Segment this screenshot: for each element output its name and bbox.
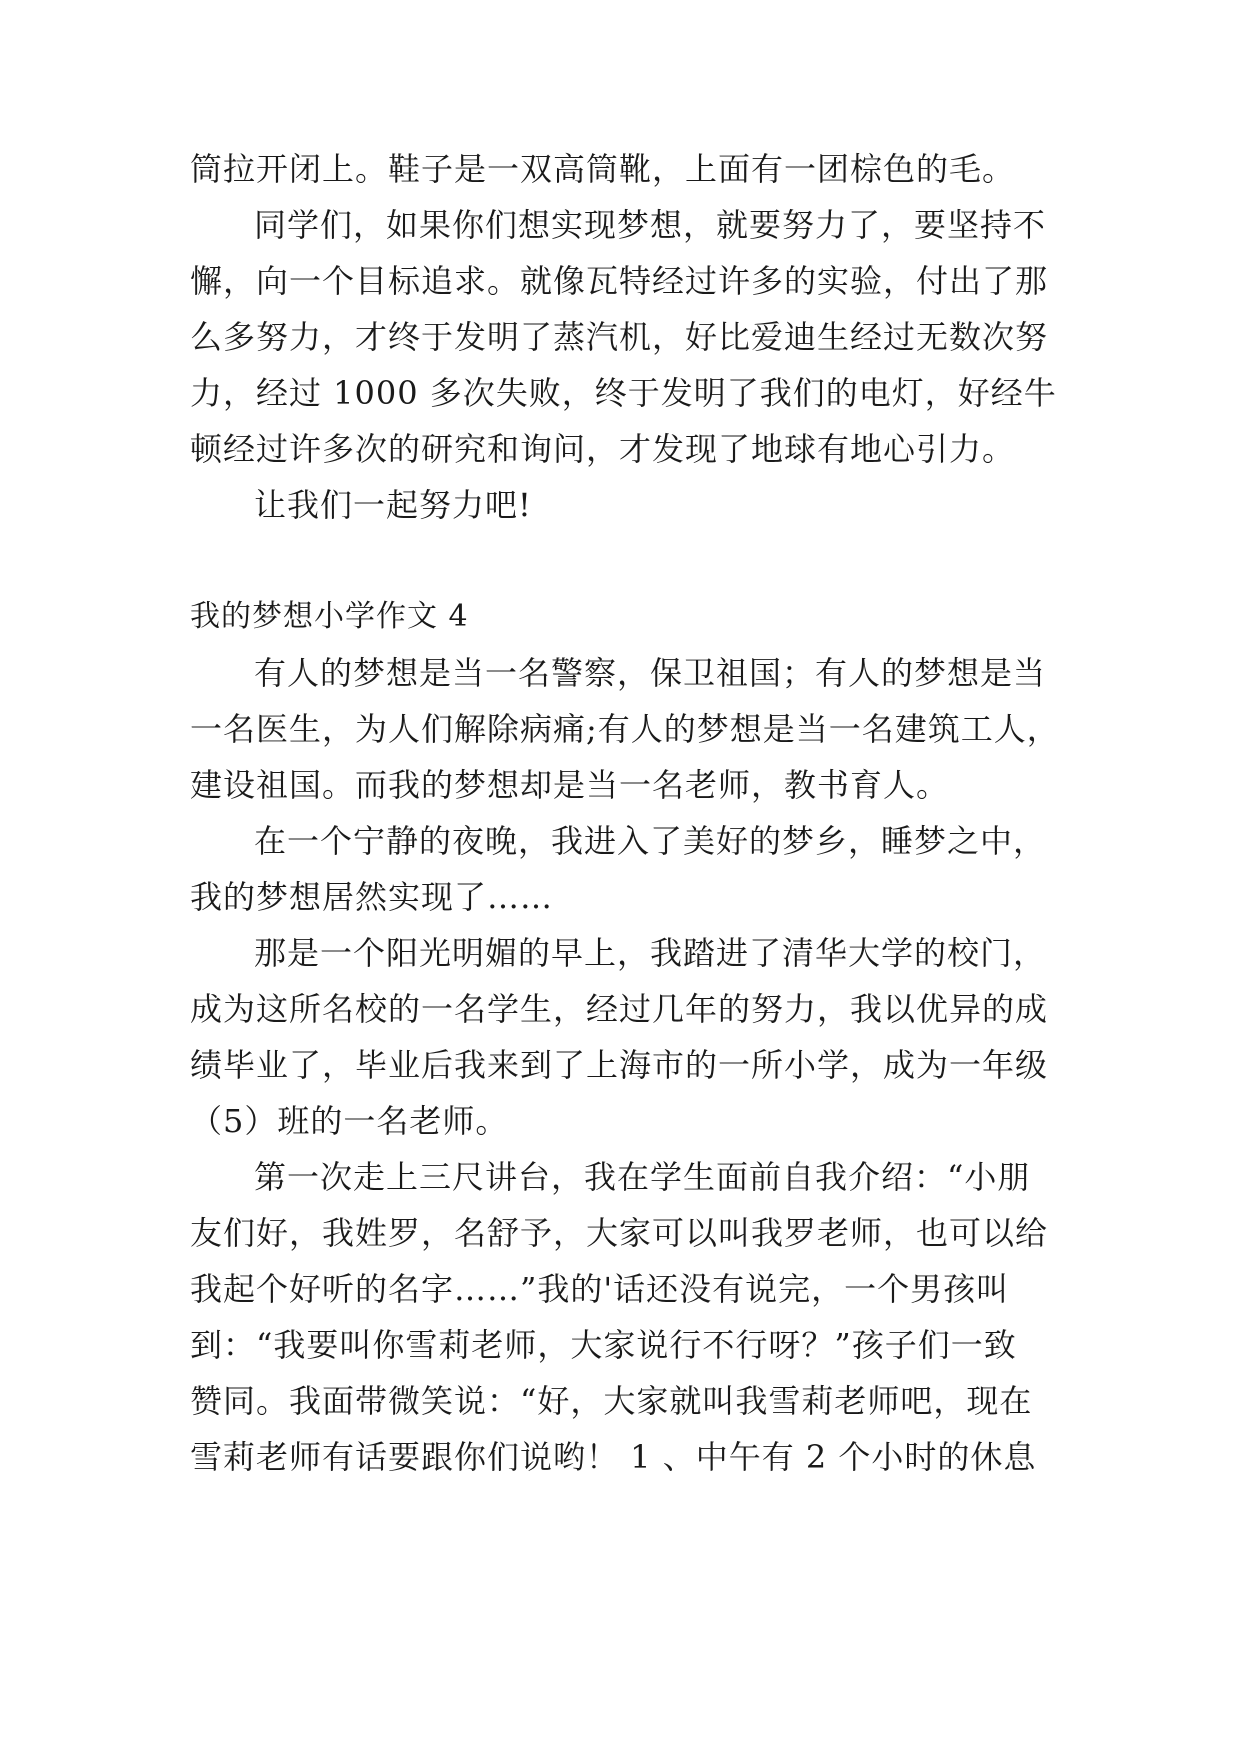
text-line: 雪莉老师有话要跟你们说哟！ 1 、中午有 2 个小时的休息: [190, 1438, 1037, 1476]
text-line: 一名医生，为人们解除病痛;有人的梦想是当一名建筑工人，: [190, 710, 1060, 748]
text-line: 到：“我要叫你雪莉老师，大家说行不行呀？”孩子们一致: [190, 1326, 1017, 1364]
text-line: （5）班的一名老师。: [190, 1102, 509, 1140]
text-line: 成为这所名校的一名学生，经过几年的努力，我以优异的成: [190, 990, 1049, 1028]
text-line: 顿经过许多次的研究和询问，才发现了地球有地心引力。: [190, 430, 1016, 468]
paragraph-start-line: 第一次走上三尺讲台，我在学生面前自我介绍：“小朋: [254, 1158, 1031, 1196]
paragraph-start-line: 那是一个阳光明媚的早上，我踏进了清华大学的校门，: [254, 934, 1047, 972]
text-line: 我的梦想居然实现了……: [190, 878, 554, 916]
text-line: 力，经过 1000 多次失败，终于发明了我们的电灯，好经牛: [190, 374, 1057, 412]
section-title: 我的梦想小学作文 4: [190, 599, 469, 634]
paragraph-start-line: 在一个宁静的夜晚，我进入了美好的梦乡，睡梦之中，: [254, 822, 1047, 860]
text-line: 绩毕业了，毕业后我来到了上海市的一所小学，成为一年级: [190, 1046, 1049, 1084]
text-line: 建设祖国。而我的梦想却是当一名老师，教书育人。: [190, 766, 950, 804]
text-line: 赞同。我面带微笑说：“好，大家就叫我雪莉老师吧，现在: [190, 1382, 1033, 1420]
text-line: 我起个好听的名字……”我的'话还没有说完，一个男孩叫: [190, 1270, 1010, 1308]
text-line: 筒拉开闭上。鞋子是一双高筒靴，上面有一团棕色的毛。: [190, 150, 1016, 188]
paragraph-start-line: 有人的梦想是当一名警察，保卫祖国；有人的梦想是当: [254, 654, 1047, 692]
paragraph-start-line: 同学们，如果你们想实现梦想，就要努力了，要坚持不: [254, 206, 1047, 244]
text-line: 么多努力，才终于发明了蒸汽机，好比爱迪生经过无数次努: [190, 318, 1049, 356]
text-line: 懈，向一个目标追求。就像瓦特经过许多的实验，付出了那: [190, 262, 1049, 300]
text-line: 友们好，我姓罗，名舒予，大家可以叫我罗老师，也可以给: [190, 1214, 1049, 1252]
paragraph-start-line: 让我们一起努力吧!: [254, 486, 532, 524]
